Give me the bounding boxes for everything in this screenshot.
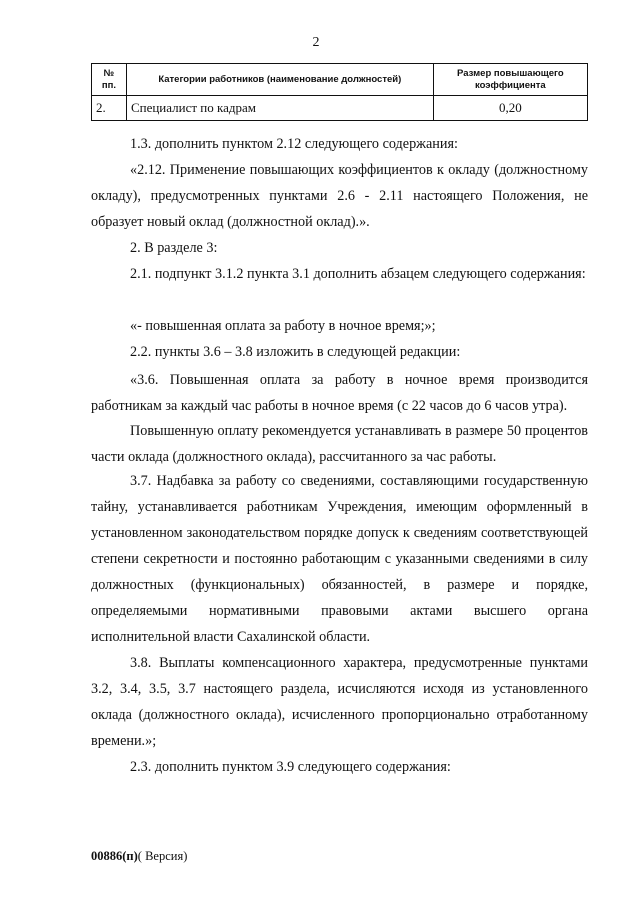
paragraph-2-12: «2.12. Применение повышающих коэффициентов к окладу (должностному окладу), предусмотренных пунктами 2.6 - 2.11 настоящего Положения, не образует новый оклад (должностной оклад).». [91, 162, 588, 230]
page-number: 2 [312, 35, 320, 50]
table-row [92, 96, 588, 121]
table-header-coefficient: Размер повышающего коэффициента [433, 64, 587, 96]
paragraph-3-8: 3.8. Выплаты компенсационного характера, предусмотренные пунктами 3.2, 3.4, 3.5, 3.7 настоящего раздела, исчисляются исходя из установленного оклада (должностного оклада), исчисленного пропорционально отработанному времени.»; [91, 655, 588, 749]
coefficient-table [91, 63, 588, 121]
paragraph-3-6: «3.6. Повышенная оплата за работу в ночное время производится работникам за каждый час работы в ночное время (с 22 часов до 6 часов утра). [91, 372, 588, 414]
paragraph-night-pay-item: «- повышенная оплата за работу в ночное время;»; [130, 318, 436, 334]
paragraph-3-7: 3.7. Надбавка за работу со сведениями, составляющими государственную тайну, устанавливается работникам Учреждения, имеющим оформленный в установленном законодательством порядке допуск к сведениям соответствующей степени секретности и постоянно работающим с указанными сведениями в силу должностных (функциональных) обязанностей, в размере и порядке, определяемыми нормативными правовыми актами высшего органа исполнительной власти Сахалинской области. [91, 473, 588, 645]
document-footer [91, 849, 187, 864]
table-cell-category: Специалист по кадрам [126, 96, 433, 121]
paragraph-2-2: 2.2. пункты 3.6 – 3.8 изложить в следующей редакции: [130, 344, 461, 360]
table-cell-coefficient: 0,20 [433, 96, 587, 121]
table-cell-number: 2. [92, 96, 127, 121]
table-header-category: Категории работников (наименование должностей) [126, 64, 433, 96]
document-version: ( Версия) [137, 849, 188, 863]
paragraph-1-3: 1.3. дополнить пунктом 2.12 следующего содержания: [130, 136, 458, 152]
paragraph-section-3: 2. В разделе 3: [130, 240, 218, 256]
table-header-number: № пп. [92, 64, 127, 96]
document-code: 00886(п) [91, 849, 138, 863]
table-header-row [92, 64, 588, 96]
paragraph-2-1: 2.1. подпункт 3.1.2 пункта 3.1 дополнить абзацем следующего содержания: [130, 266, 586, 282]
paragraph-2-3: 2.3. дополнить пунктом 3.9 следующего содержания: [130, 759, 451, 775]
paragraph-night-pay-rate: Повышенную оплату рекомендуется устанавливать в размере 50 процентов части оклада (должностного оклада), рассчитанного за час работы. [91, 423, 588, 465]
